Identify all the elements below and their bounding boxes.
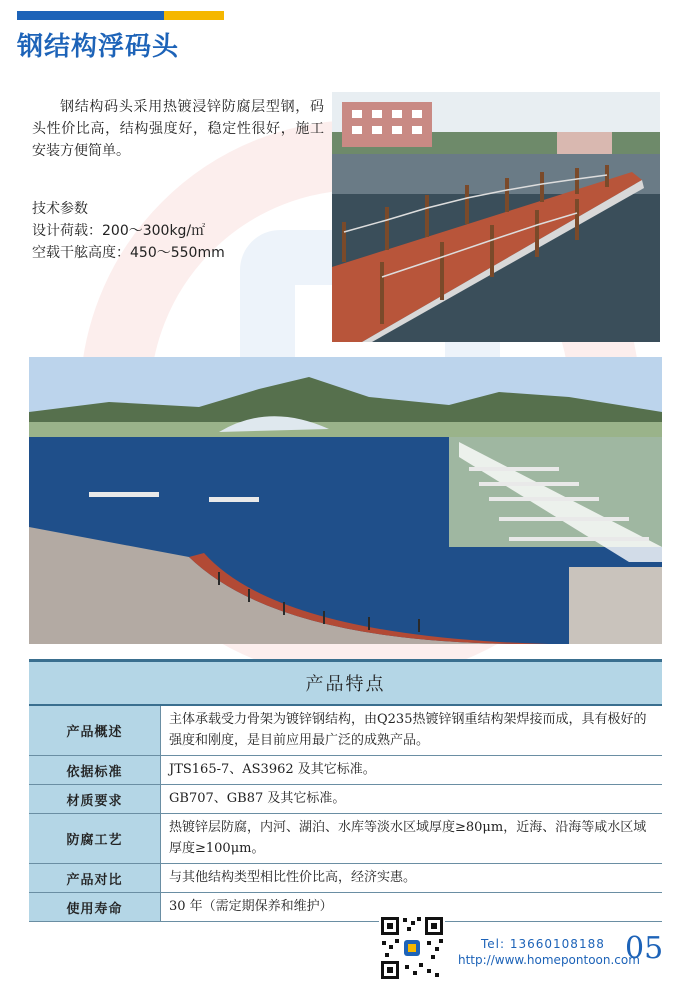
intro-paragraph: 钢结构码头采用热镀浸锌防腐层型钢，码头性价比高，结构强度好，稳定性很好，施工安装方便简单。 <box>32 99 324 159</box>
params-heading: 技术参数 <box>32 201 88 217</box>
website-link[interactable]: http://www.homepontoon.com <box>458 953 640 967</box>
qr-code-icon[interactable] <box>379 915 445 981</box>
technical-parameters <box>32 198 225 264</box>
header-bar-yellow <box>164 11 224 20</box>
table-row <box>29 864 662 893</box>
row-label: 防腐工艺 <box>29 814 161 863</box>
marina-photo <box>29 357 662 644</box>
table-row <box>29 785 662 814</box>
dock-photo <box>332 92 660 342</box>
row-value: 30 年（需定期保养和维护） <box>169 899 333 914</box>
row-label: 产品对比 <box>29 864 161 892</box>
row-label: 使用寿命 <box>29 893 161 921</box>
features-table <box>29 659 662 922</box>
table-row <box>29 814 662 864</box>
params-load: 设计荷载：200～300kg/㎡ <box>32 223 206 239</box>
params-freeboard: 空载干舷高度：450～550mm <box>32 245 225 261</box>
contact-phone: Tel: 13660108188 <box>481 937 605 951</box>
row-value: JTS165-7、AS3962 及其它标准。 <box>169 762 376 777</box>
table-row <box>29 756 662 785</box>
row-label: 材质要求 <box>29 785 161 813</box>
page-title: 钢结构浮码头 <box>17 32 180 62</box>
table-row <box>29 706 662 756</box>
row-label: 依据标准 <box>29 756 161 784</box>
page-number: 05 <box>625 931 664 966</box>
row-value: GB707、GB87 及其它标准。 <box>169 791 346 806</box>
row-value: 主体承载受力骨架为镀锌钢结构，由Q235热镀锌钢重结构架焊接而成，具有极好的强度和刚度，是目前应用最广泛的成熟产品。 <box>169 712 647 748</box>
row-value: 热镀锌层防腐，内河、湖泊、水库等淡水区域厚度≥80μm，近海、沿海等咸水区域厚度≥100μm。 <box>169 820 647 856</box>
features-table-title: 产品特点 <box>29 662 662 706</box>
row-value: 与其他结构类型相比性价比高，经济实惠。 <box>169 870 417 885</box>
row-label: 产品概述 <box>29 706 161 755</box>
table-row <box>29 893 662 922</box>
header-bar-blue <box>17 11 164 20</box>
